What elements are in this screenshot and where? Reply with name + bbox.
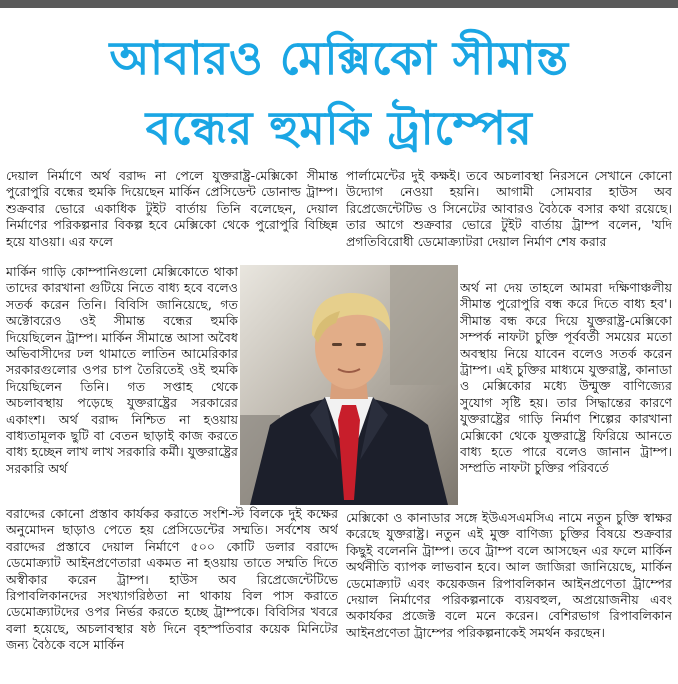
article-column-left-middle	[6, 264, 238, 506]
top-rule	[0, 0, 678, 8]
article-column-left-top	[6, 168, 338, 264]
article-column-left-bottom	[6, 506, 338, 684]
headline-line-2: বন্ধের হুমকি ট্রাম্পের	[145, 101, 533, 155]
headline-line-1: আবারও মেক্সিকো সীমান্ত	[109, 31, 569, 85]
article-paragraph: মার্কিন গাড়ি কোম্পানিগুলো মেক্সিকোতে থাকা তাদের কারখানা গুটিয়ে নিতে বাধ্য হবে বলেও সতর্ক করেন তিনি। বিবিসি জানিয়েছে, গত অক্টোবরেও ওই সীমান্ত বন্ধের হুমকি দিয়েছিলেন ট্রাম্প। মার্কিন সীমান্তে আসা অবৈধ অভিবাসীদের ঢল থামাতে লাতিন আমেরিকার সরকারগুলোর ওপর চাপ তৈরিতেই ওই হুমকি দিয়েছিলেন তিনি। গত সপ্তাহ থেকে অচলাবস্থায় পড়েছে যুক্তরাষ্ট্রের সরকারের একাংশ। অর্থ বরাদ্দ নিশ্চিত না হওয়ায় বাধ্যতামূলক ছুটি বা বেতন ছাড়াই কাজ করতে বাধ্য হচ্ছেন লাখ লাখ সরকারি কর্মী। যুক্তরাষ্ট্রের সরকারি অর্থ	[6, 264, 238, 476]
article-paragraph: মেক্সিকো ও কানাডার সঙ্গে ইউএসএমসিএ নামে নতুন চুক্তি স্বাক্ষর করেছে যুক্তরাষ্ট্র। নতুন এই মুক্ত বাণিজ্য চুক্তির বিষয়ে শুক্রবার কিছুই বলেননি ট্রাম্প। তবে ট্রাম্প বলে আসছেন এর ফলে মার্কিন অর্থনীতি ব্যাপক লাভবান হবে। আল জাজিরা জানিয়েছে, মার্কিন ডেমোক্র্যাট এবং কয়েকজন রিপাবলিকান আইনপ্রণেতা ট্রাম্পের দেয়াল নির্মাণের পরিকল্পনাকে ব্যয়বহুল, অপ্রয়োজনীয় এবং অকার্যকর প্রজেক্ট বলে মনে করেন। বেশিরভাগ রিপাবলিকান আইনপ্রণেতা ট্রাম্পের পরিকল্পনাকেই সমর্থন করছেন।	[346, 510, 672, 640]
article-column-right-bottom	[346, 510, 672, 680]
article-paragraph: দেয়াল নির্মাণে অর্থ বরাদ্দ না পেলে যুক্তরাষ্ট্র-মেক্সিকো সীমান্ত পুরোপুরি বন্ধের হুমকি দিয়েছেন মার্কিন প্রেসিডেন্ট ডোনাল্ড ট্রাম্প। শুক্রবার ভোরে একাধিক টুইট বার্তায় তিনি বলেছেন, দেয়াল নির্মাণের পরিকল্পনার বিকল্প হবে মেক্সিকো থেকে পুরোপুরি বিচ্ছিন্ন হয়ে যাওয়া। এর ফলে	[6, 168, 338, 249]
article-paragraph: অর্থ না দেয় তাহলে আমরা দক্ষিণাঞ্চলীয় সীমান্ত পুরোপুরি বন্ধ করে দিতে বাধ্য হব'। সীমান্ত বন্ধ করে দিয়ে যুক্তরাষ্ট্র-মেক্সিকো সম্পর্ক নাফটা চুক্তি পূর্ববর্তী সময়ের মতো অবস্থায় নিয়ে যাবেন বলেও সতর্ক করেন ট্রাম্প। এই চুক্তির মাধ্যমে যুক্তরাষ্ট্র, কানাডা ও মেক্সিকোর মধ্যে উন্মুক্ত বাণিজ্যের সুযোগ সৃষ্টি হয়। তার সিদ্ধান্তের কারণে যুক্তরাষ্ট্রের গাড়ি নির্মাণ শিল্পের কারখানা মেক্সিকো থেকে যুক্তরাষ্ট্রে ফিরিয়ে আনতে বাধ্য হতে পারে বলেও জানান ট্রাম্প।সম্প্রতি নাফটা চুক্তির পরিবর্তে	[460, 280, 672, 476]
article-column-right-top	[346, 168, 672, 280]
portrait-illustration	[240, 265, 458, 505]
news-photo	[240, 265, 458, 505]
article-paragraph: পার্লামেন্টের দুই কক্ষই। তবে অচলাবস্থা নিরসনে সেখানে কোনো উদ্যোগ নেওয়া হয়নি। আগামী সোমবার হাউস অব রিপ্রেজেন্টেটিভ ও সিনেটের আবারও বৈঠকে বসার কথা রয়েছে। তার আগে শুক্রবার ভোরে টুইট বার্তায় ট্রাম্প বলেন, 'যদি প্রগতিবিরোধী ডেমোক্র্যাটরা দেয়াল নির্মাণ শেষ করার	[346, 168, 672, 249]
article-column-right-middle	[460, 280, 672, 508]
article-paragraph: বরাদ্দের কোনো প্রস্তাব কার্যকর করাতে সংশি-স্ট বিলকে দুই কক্ষের অনুমোদন ছাড়াও পেতে হয় প্রেসিডেন্টের সম্মতি। সর্বশেষ অর্থ বরাদ্দের প্রস্তাবে দেয়াল নির্মাণে ৫০০ কোটি ডলার বরাদ্দে ডেমোক্র্যাট আইনপ্রণেতারা একমত না হওয়ায় তাতে সম্মতি দিতে অস্বীকার করেন ট্রাম্প। হাউস অব রিপ্রেজেন্টেটিভে রিপাবলিকানদের সংখ্যাগরিষ্ঠতা না থাকায় বিল পাস করাতে ডেমোক্র্যাটদের ওপর নির্ভর করতে হচ্ছে ট্রাম্পকে। বিবিসির খবরে বলা হয়েছে, অচলাবস্থার ষষ্ঠ দিনে বৃহস্পতিবার কয়েক মিনিটের জন্য বৈঠকে বসে মার্কিন	[6, 506, 338, 653]
